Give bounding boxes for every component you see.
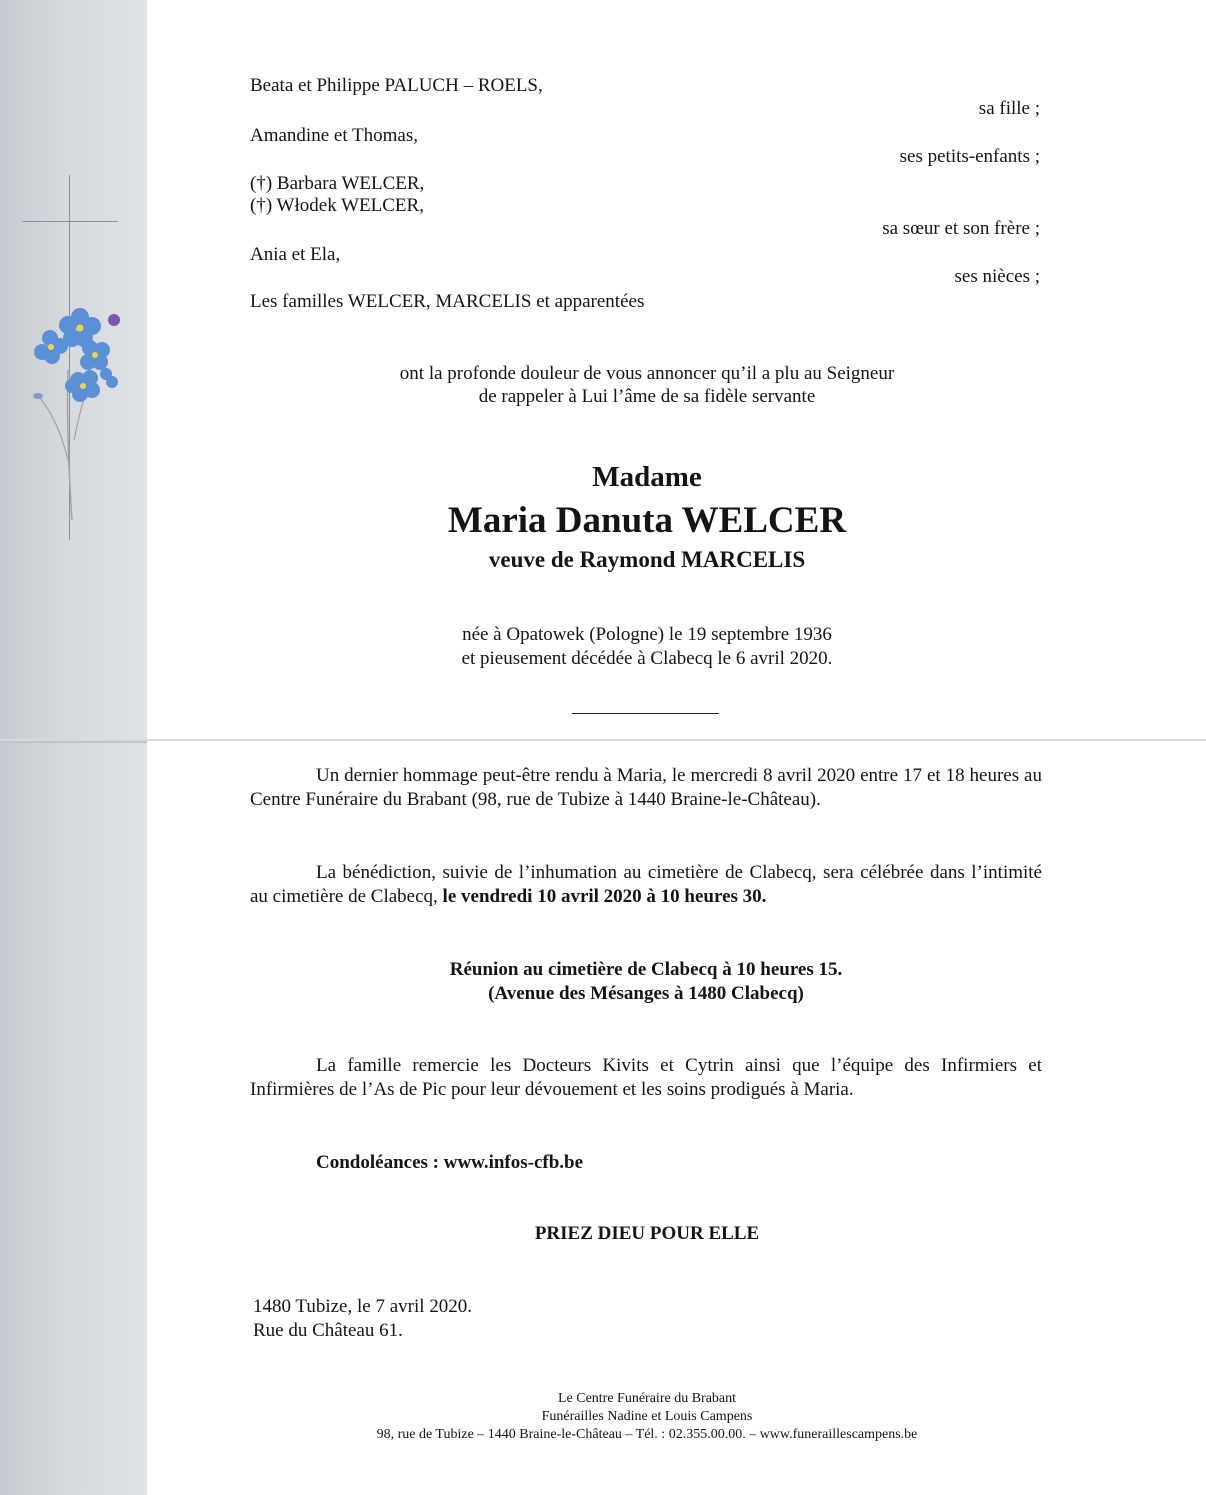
death-info: et pieusement décédée à Clabecq le 6 avril 2020. xyxy=(461,648,833,669)
deceased-title: Madame xyxy=(592,461,702,493)
home-address: Rue du Château 61. xyxy=(253,1320,403,1341)
meeting-line-2: (Avenue des Mésanges à 1480 Clabecq) xyxy=(488,983,804,1004)
family-relation-nieces: ses nièces ; xyxy=(954,266,1040,287)
blessing-date: le vendredi 10 avril 2020 à 10 heures 30. xyxy=(442,886,767,907)
footer-line-2: Funérailles Nadine et Louis Campens xyxy=(541,1409,753,1424)
deceased-name: Maria Danuta WELCER xyxy=(447,500,847,541)
announcement-line-1: ont la profonde douleur de vous annoncer qu’il a plu au Seigneur xyxy=(399,363,895,384)
pray-line: PRIEZ DIEU POUR ELLE xyxy=(534,1223,760,1244)
family-line-sister: (†) Barbara WELCER, xyxy=(250,173,425,194)
family-line-daughter: Beata et Philippe PALUCH – ROELS, xyxy=(250,75,543,96)
family-line-grandchildren: Amandine et Thomas, xyxy=(250,125,418,146)
blessing-text: La bénédiction, suivie de l’inhumation au cimetière de Clabecq, sera célébrée dans l’intimité au cimetière de Clabecq, xyxy=(250,862,1042,907)
family-line-nieces: Ania et Ela, xyxy=(250,244,341,265)
condolences-line: Condoléances : www.infos-cfb.be xyxy=(316,1152,584,1173)
blessing-paragraph xyxy=(250,861,1042,909)
family-relation-siblings: sa sœur et son frère ; xyxy=(882,218,1040,239)
footer-line-3: 98, rue de Tubize – 1440 Braine-le-Château – Tél. : 02.355.00.00. – www.funeraillescampens.be xyxy=(376,1427,918,1442)
birth-info: née à Opatowek (Pologne) le 19 septembre 1936 xyxy=(462,624,832,645)
footer-line-1: Le Centre Funéraire du Brabant xyxy=(557,1391,737,1406)
family-relation-daughter: sa fille ; xyxy=(978,98,1040,119)
decorative-sidebar xyxy=(0,0,147,1495)
meeting-line-1: Réunion au cimetière de Clabecq à 10 heures 15. xyxy=(449,959,843,980)
place-date: 1480 Tubize, le 7 avril 2020. xyxy=(253,1296,473,1317)
homage-paragraph: Un dernier hommage peut-être rendu à Maria, le mercredi 8 avril 2020 entre 17 et 18 heures au Centre Funéraire du Brabant (98, rue de Tubize à 1440 Braine-le-Château). xyxy=(250,765,1042,810)
family-relation-grandchildren: ses petits-enfants ; xyxy=(899,146,1040,167)
deceased-widow-of: veuve de Raymond MARCELIS xyxy=(488,547,806,572)
family-line-brother: (†) Włodek WELCER, xyxy=(250,195,424,216)
separator-line xyxy=(572,713,719,714)
announcement-line-2: de rappeler à Lui l’âme de sa fidèle servante xyxy=(478,386,816,407)
family-line-families: Les familles WELCER, MARCELIS et apparentées xyxy=(250,291,645,312)
forget-me-not-flower-icon xyxy=(28,290,138,530)
thanks-paragraph: La famille remercie les Docteurs Kivits et Cytrin ainsi que l’équipe des Infirmiers et Infirmières de l’As de Pic pour leur dévouement et les soins prodigués à Maria. xyxy=(250,1055,1042,1100)
page-fold-line xyxy=(0,739,1206,741)
cross-icon-horizontal xyxy=(22,221,118,222)
